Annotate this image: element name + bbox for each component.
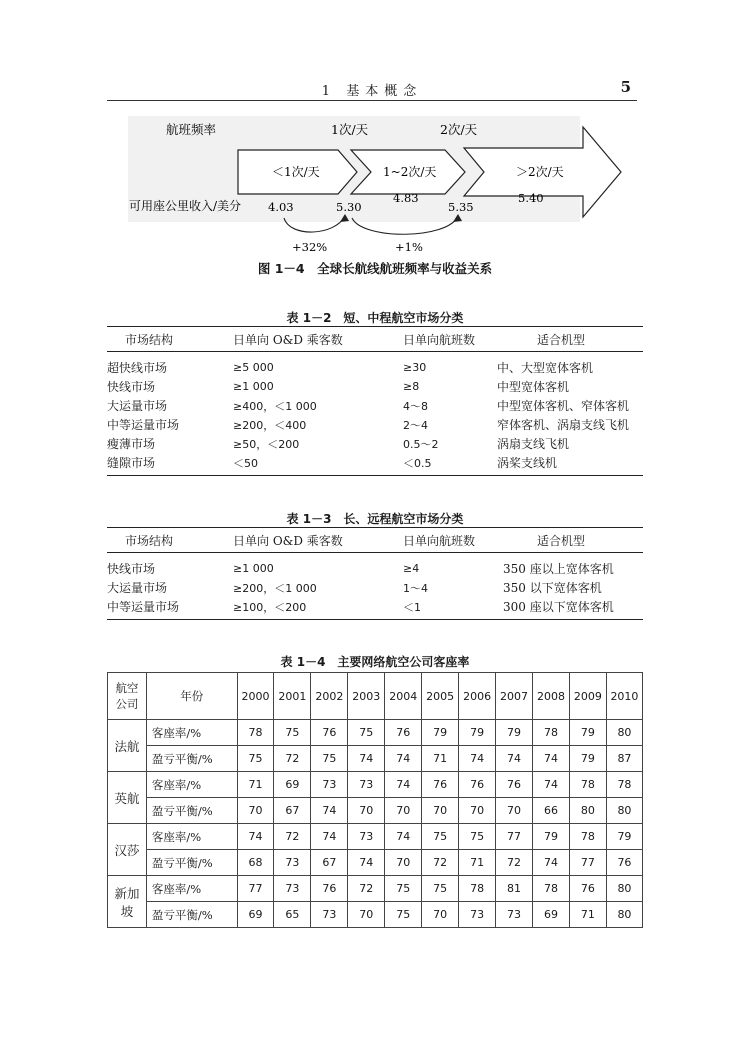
airline-name: 英航 — [108, 772, 147, 824]
value-cell: 73 — [274, 850, 311, 876]
value-cell: 75 — [385, 876, 422, 902]
value-cell: 69 — [533, 902, 570, 928]
figure-caption: 图 1－4 全球长航线航班频率与收益关系 — [257, 261, 493, 276]
col-flights: 日单向航班数 — [403, 327, 497, 352]
value-cell: 71 — [569, 902, 606, 928]
value-cell: 76 — [459, 772, 496, 798]
value-cell: 75 — [422, 824, 459, 850]
table-row — [107, 415, 643, 434]
cell: 瘦薄市场 — [107, 437, 156, 451]
value-cell: 79 — [459, 720, 496, 746]
value-cell: 79 — [533, 824, 570, 850]
page-number: 5 — [620, 78, 631, 96]
change-label-2: +1% — [395, 240, 423, 254]
metric-label: 客座率/% — [146, 720, 237, 746]
value-cell: 65 — [274, 902, 311, 928]
value-cell: 76 — [311, 720, 348, 746]
cell: ≥50，＜200 — [233, 437, 300, 451]
col-aircraft: 适合机型 — [497, 327, 643, 352]
short-medium-market-table — [107, 326, 643, 476]
value-cell: 74 — [385, 746, 422, 772]
cell: ＜0.5 — [403, 453, 497, 476]
cell: ≥200，＜1 000 — [233, 581, 317, 595]
change-label-1: +32% — [292, 240, 328, 254]
value-cell: 76 — [385, 720, 422, 746]
value-cell: 69 — [274, 772, 311, 798]
value-cell: 74 — [533, 772, 570, 798]
value-cell: 75 — [459, 824, 496, 850]
col-passengers: 日单向 O&D 乘客数 — [225, 528, 403, 553]
value-cell: 78 — [237, 720, 274, 746]
value-cell: 74 — [348, 746, 385, 772]
metric-label: 客座率/% — [146, 876, 237, 902]
cell: 大运量市场 — [107, 581, 168, 595]
arrow-label-low: ＜1次/天 — [272, 165, 320, 179]
year-header: 2007 — [496, 673, 533, 720]
year-header: 2002 — [311, 673, 348, 720]
threshold-1: 1次/天 — [331, 122, 369, 137]
value-cell: 74 — [459, 746, 496, 772]
cell: 2～4 — [403, 418, 428, 432]
value-cell: 75 — [385, 902, 422, 928]
table-header-row — [107, 528, 643, 553]
table-row — [107, 453, 643, 476]
value-cell: 72 — [274, 746, 311, 772]
value-cell: 77 — [496, 824, 533, 850]
value-cell: 75 — [237, 746, 274, 772]
year-header: 2008 — [533, 673, 570, 720]
value-cell: 81 — [496, 876, 533, 902]
cell: ≥4 — [403, 562, 420, 575]
metric-label: 客座率/% — [146, 772, 237, 798]
cell: 中、大型宽体客机 — [497, 361, 594, 375]
value-cell: 70 — [348, 902, 385, 928]
value-cell: 80 — [569, 798, 606, 824]
value-cell: 79 — [606, 824, 642, 850]
cell: 窄体客机、涡扇支线飞机 — [497, 418, 630, 432]
table-row — [107, 578, 643, 597]
value-cell: 74 — [311, 798, 348, 824]
value-cell: 74 — [533, 746, 570, 772]
value-cell: 78 — [569, 772, 606, 798]
value-cell: 75 — [422, 876, 459, 902]
cell: ＜1 — [403, 597, 497, 620]
value-cell: 76 — [311, 876, 348, 902]
value-cell: 75 — [274, 720, 311, 746]
cell: ≥30 — [403, 361, 427, 374]
value-cell: 80 — [606, 876, 642, 902]
table-row — [107, 434, 643, 453]
value-cell: 74 — [311, 824, 348, 850]
cell: ≥5 000 — [233, 361, 274, 374]
cell: 涡扇支线飞机 — [497, 437, 570, 451]
table-1-3-caption: 表 1－3 长、远程航空市场分类 — [286, 512, 464, 526]
value-cell: 78 — [533, 720, 570, 746]
value-cell: 75 — [311, 746, 348, 772]
table-row — [108, 746, 643, 772]
chapter-title: 1 基本概念 — [321, 84, 423, 99]
cell: ≥100，＜200 — [225, 597, 403, 620]
value-5: 5.40 — [518, 191, 544, 205]
col-market-structure: 市场结构 — [107, 528, 225, 553]
value-cell: 73 — [311, 902, 348, 928]
value-cell: 74 — [385, 772, 422, 798]
value-cell: 79 — [496, 720, 533, 746]
value-cell: 73 — [348, 824, 385, 850]
value-cell: 73 — [459, 902, 496, 928]
cell: ≥1 000 — [233, 562, 274, 575]
value-cell: 80 — [606, 902, 642, 928]
cell: 350 以下宽体客机 — [503, 581, 602, 595]
table-row — [108, 824, 643, 850]
cell: ≥400，＜1 000 — [233, 399, 317, 413]
cell: 涡桨支线机 — [497, 453, 643, 476]
value-cell: 73 — [274, 876, 311, 902]
year-header: 2000 — [237, 673, 274, 720]
table-row — [108, 902, 643, 928]
cell: 快线市场 — [107, 562, 156, 576]
value-cell: 67 — [274, 798, 311, 824]
value-cell: 78 — [606, 772, 642, 798]
long-haul-market-table — [107, 527, 643, 620]
value-cell: 74 — [348, 850, 385, 876]
col-passengers: 日单向 O&D 乘客数 — [225, 327, 403, 352]
col-year: 年份 — [146, 673, 237, 720]
value-cell: 71 — [459, 850, 496, 876]
value-cell: 68 — [237, 850, 274, 876]
value-cell: 78 — [459, 876, 496, 902]
cell: 中等运量市场 — [107, 597, 225, 620]
table-row — [108, 798, 643, 824]
table-row — [108, 772, 643, 798]
value-1: 4.03 — [268, 200, 294, 214]
value-cell: 71 — [237, 772, 274, 798]
cell: ＜50 — [225, 453, 403, 476]
arrow-label-high: ＞2次/天 — [516, 165, 564, 179]
metric-label: 盈亏平衡/% — [146, 798, 237, 824]
airline-name: 新加坡 — [108, 876, 147, 928]
cell: 中型宽体客机、窄体客机 — [497, 399, 630, 413]
table-row — [108, 876, 643, 902]
year-header: 2009 — [569, 673, 606, 720]
value-cell: 74 — [385, 824, 422, 850]
cell: 缝隙市场 — [107, 453, 225, 476]
table-row — [107, 597, 643, 620]
value-cell: 72 — [496, 850, 533, 876]
value-cell: 75 — [348, 720, 385, 746]
value-cell: 72 — [274, 824, 311, 850]
frequency-label: 航班频率 — [166, 122, 217, 137]
cell: 快线市场 — [107, 380, 156, 394]
value-4: 5.35 — [448, 200, 474, 214]
load-factor-table — [107, 672, 643, 928]
cell: ≥1 000 — [233, 380, 274, 393]
col-airline: 航空公司 — [108, 673, 147, 720]
value-cell: 77 — [237, 876, 274, 902]
value-cell: 67 — [311, 850, 348, 876]
cell: ≥200，＜400 — [233, 418, 307, 432]
value-cell: 76 — [496, 772, 533, 798]
threshold-2: 2次/天 — [440, 122, 478, 137]
year-header: 2003 — [348, 673, 385, 720]
cell: 超快线市场 — [107, 361, 168, 375]
cell: 大运量市场 — [107, 399, 168, 413]
cell: 中型宽体客机 — [497, 380, 570, 394]
value-cell: 78 — [533, 876, 570, 902]
table-header-row — [108, 673, 643, 720]
cell: 0.5～2 — [403, 437, 439, 451]
value-3: 4.83 — [393, 191, 419, 205]
value-cell: 70 — [496, 798, 533, 824]
table-row — [107, 553, 643, 579]
table-row — [108, 720, 643, 746]
metric-label: 盈亏平衡/% — [146, 902, 237, 928]
value-cell: 72 — [422, 850, 459, 876]
arrow-label-mid: 1~2次/天 — [383, 165, 437, 179]
metric-label: 盈亏平衡/% — [146, 746, 237, 772]
value-cell: 70 — [459, 798, 496, 824]
year-header: 2005 — [422, 673, 459, 720]
year-header: 2006 — [459, 673, 496, 720]
value-cell: 71 — [422, 746, 459, 772]
value-cell: 80 — [606, 720, 642, 746]
cell: 1～4 — [403, 581, 428, 595]
year-header: 2004 — [385, 673, 422, 720]
value-cell: 76 — [606, 850, 642, 876]
value-cell: 70 — [422, 902, 459, 928]
revenue-label: 可用座公里收入/美分 — [129, 199, 242, 213]
value-cell: 73 — [348, 772, 385, 798]
value-cell: 73 — [496, 902, 533, 928]
metric-label: 盈亏平衡/% — [146, 850, 237, 876]
cell: 4～8 — [403, 399, 428, 413]
value-cell: 80 — [606, 798, 642, 824]
value-cell: 70 — [348, 798, 385, 824]
value-cell: 74 — [533, 850, 570, 876]
value-cell: 78 — [569, 824, 606, 850]
year-header: 2001 — [274, 673, 311, 720]
value-cell: 69 — [237, 902, 274, 928]
table-row — [108, 850, 643, 876]
frequency-revenue-figure — [0, 0, 750, 270]
cell: 350 座以上宽体客机 — [503, 562, 614, 576]
value-cell: 79 — [569, 746, 606, 772]
value-cell: 74 — [496, 746, 533, 772]
table-1-2-caption: 表 1－2 短、中程航空市场分类 — [286, 311, 464, 325]
table-1-4-caption: 表 1－4 主要网络航空公司客座率 — [280, 655, 470, 669]
value-cell: 72 — [348, 876, 385, 902]
value-cell: 70 — [385, 798, 422, 824]
value-cell: 73 — [311, 772, 348, 798]
col-flights: 日单向航班数 — [403, 528, 497, 553]
table-row — [107, 377, 643, 396]
cell: ≥8 — [403, 380, 420, 393]
table-header-row — [107, 327, 643, 352]
value-cell: 77 — [569, 850, 606, 876]
value-cell: 66 — [533, 798, 570, 824]
value-cell: 79 — [569, 720, 606, 746]
year-header: 2010 — [606, 673, 642, 720]
value-cell: 70 — [237, 798, 274, 824]
value-cell: 87 — [606, 746, 642, 772]
value-cell: 74 — [237, 824, 274, 850]
value-2: 5.30 — [336, 200, 362, 214]
airline-name: 汉莎 — [108, 824, 147, 876]
table-row — [107, 396, 643, 415]
value-cell: 76 — [422, 772, 459, 798]
cell: 中等运量市场 — [107, 418, 180, 432]
value-cell: 70 — [422, 798, 459, 824]
value-cell: 79 — [422, 720, 459, 746]
airline-name: 法航 — [108, 720, 147, 772]
value-cell: 76 — [569, 876, 606, 902]
value-cell: 70 — [385, 850, 422, 876]
cell: 300 座以下宽体客机 — [497, 597, 643, 620]
col-aircraft: 适合机型 — [497, 528, 643, 553]
table-row — [107, 352, 643, 378]
col-market-structure: 市场结构 — [107, 327, 225, 352]
metric-label: 客座率/% — [146, 824, 237, 850]
